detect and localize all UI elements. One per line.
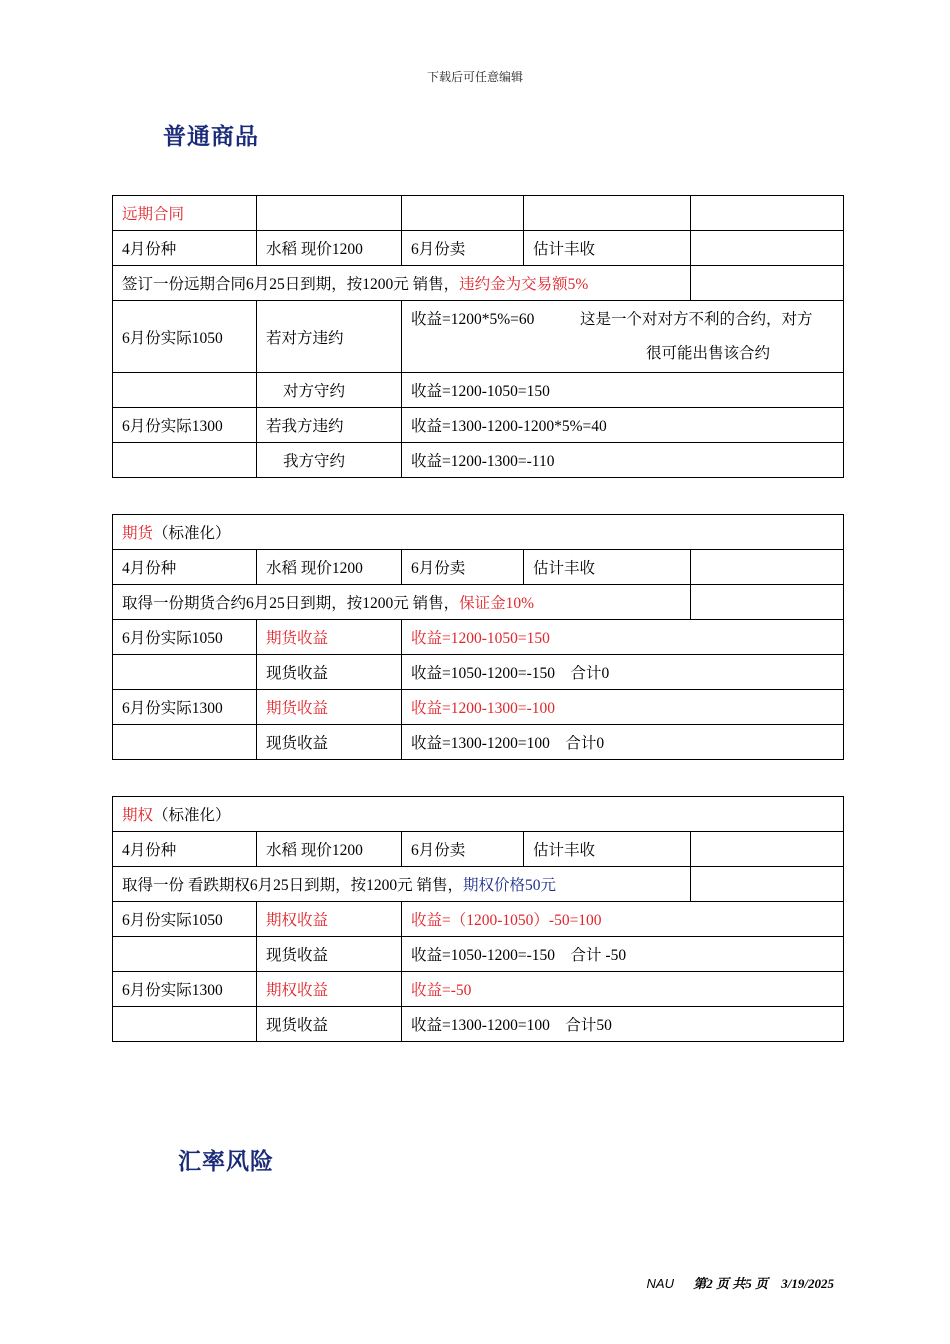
table-cell: 现货收益 <box>257 725 402 760</box>
table-row <box>113 867 844 902</box>
table-cell: 若对方违约 <box>257 301 402 373</box>
table-row <box>113 515 844 550</box>
table-cell: 6月份卖 <box>402 550 524 585</box>
table-cell: 6月份实际1300 <box>113 972 257 1007</box>
table-cell: 6月份实际1050 <box>113 301 257 373</box>
table-cell: 4月份种 <box>113 231 257 266</box>
table-cell: 4月份种 <box>113 550 257 585</box>
table-row <box>113 832 844 867</box>
table-cell: 现货收益 <box>257 937 402 972</box>
table-cell: 6月份实际1300 <box>113 690 257 725</box>
table-cell: 收益=1300-1200-1200*5%=40 <box>402 408 844 443</box>
table-cell: 期货收益 <box>257 620 402 655</box>
table-row <box>113 443 844 478</box>
table-cell: 收益=1300-1200=100 合计50 <box>402 1007 844 1042</box>
table-row <box>113 937 844 972</box>
table-row <box>113 585 844 620</box>
contract-terms: 取得一份期货合约6月25日到期，按1200元 销售，保证金10% <box>113 585 691 620</box>
table-row <box>113 301 844 373</box>
table-cell: 4月份种 <box>113 832 257 867</box>
penalty-note: 违约金为交易额5% <box>459 276 589 293</box>
table-cell: 收益=（1200-1050）-50=100 <box>402 902 844 937</box>
table-cell: 收益=1200-1050=150 <box>402 373 844 408</box>
table-cell: 收益=1200-1300=-100 <box>402 690 844 725</box>
table-title: 远期合同 <box>113 196 257 231</box>
table-cell: 估计丰收 <box>524 550 691 585</box>
table-title: 期权（标准化） <box>113 797 844 832</box>
table-cell: 6月份实际1050 <box>113 620 257 655</box>
table-row <box>113 725 844 760</box>
forward-contract-table <box>112 195 844 478</box>
table-row <box>113 373 844 408</box>
margin-note: 保证金10% <box>459 595 535 612</box>
table-cell: 若我方违约 <box>257 408 402 443</box>
table-row <box>113 408 844 443</box>
contract-terms: 签订一份远期合同6月25日到期，按1200元 销售，违约金为交易额5% <box>113 266 691 301</box>
futures-table <box>112 514 844 760</box>
table-row <box>113 266 844 301</box>
table-cell: 收益=1050-1200=-150 合计 -50 <box>402 937 844 972</box>
table-row <box>113 620 844 655</box>
table-row <box>113 972 844 1007</box>
options-table <box>112 796 844 1042</box>
section-heading-ordinary-goods: 普通商品 <box>163 124 259 150</box>
table-cell: 收益=1050-1200=-150 合计0 <box>402 655 844 690</box>
table-cell: 期权收益 <box>257 972 402 1007</box>
option-price-note: 期权价格50元 <box>463 877 557 894</box>
table-row <box>113 797 844 832</box>
table-cell: 现货收益 <box>257 1007 402 1042</box>
table-cell: 6月份实际1050 <box>113 902 257 937</box>
table-cell: 估计丰收 <box>524 832 691 867</box>
table-cell: 收益=1200-1300=-110 <box>402 443 844 478</box>
footer-date: 3/19/2025 <box>781 1276 834 1291</box>
footer-org: NAU <box>646 1276 674 1291</box>
table-cell: 期权收益 <box>257 902 402 937</box>
contract-terms: 取得一份 看跌期权6月25日到期，按1200元 销售，期权价格50元 <box>113 867 691 902</box>
table-cell: 水稻 现价1200 <box>257 550 402 585</box>
table-cell: 收益=1300-1200=100 合计0 <box>402 725 844 760</box>
table-title: 期货（标准化） <box>113 515 844 550</box>
table-cell: 收益=-50 <box>402 972 844 1007</box>
table-cell: 对方守约 <box>257 373 402 408</box>
header-note: 下载后可任意编辑 <box>426 70 523 84</box>
table-cell: 收益=1200-1050=150 <box>402 620 844 655</box>
section-heading-exchange-rate-risk: 汇率风险 <box>178 1149 274 1175</box>
table-cell: 水稻 现价1200 <box>257 832 402 867</box>
table-row <box>113 655 844 690</box>
table-cell: 6月份实际1300 <box>113 408 257 443</box>
table-cell: 6月份卖 <box>402 832 524 867</box>
table-cell: 估计丰收 <box>524 231 691 266</box>
table-cell: 我方守约 <box>257 443 402 478</box>
table-row <box>113 690 844 725</box>
table-row <box>113 196 844 231</box>
page-footer <box>647 1273 834 1292</box>
table-cell: 收益=1200*5%=60 这是一个对对方不利的合约，对方 很可能出售该合约 <box>402 301 844 373</box>
table-row <box>113 231 844 266</box>
footer-page: 第2 页 共5 页 <box>693 1276 769 1291</box>
table-row <box>113 550 844 585</box>
table-row <box>113 902 844 937</box>
table-cell: 6月份卖 <box>402 231 524 266</box>
table-row <box>113 1007 844 1042</box>
table-cell: 水稻 现价1200 <box>257 231 402 266</box>
table-cell: 现货收益 <box>257 655 402 690</box>
table-cell: 期货收益 <box>257 690 402 725</box>
